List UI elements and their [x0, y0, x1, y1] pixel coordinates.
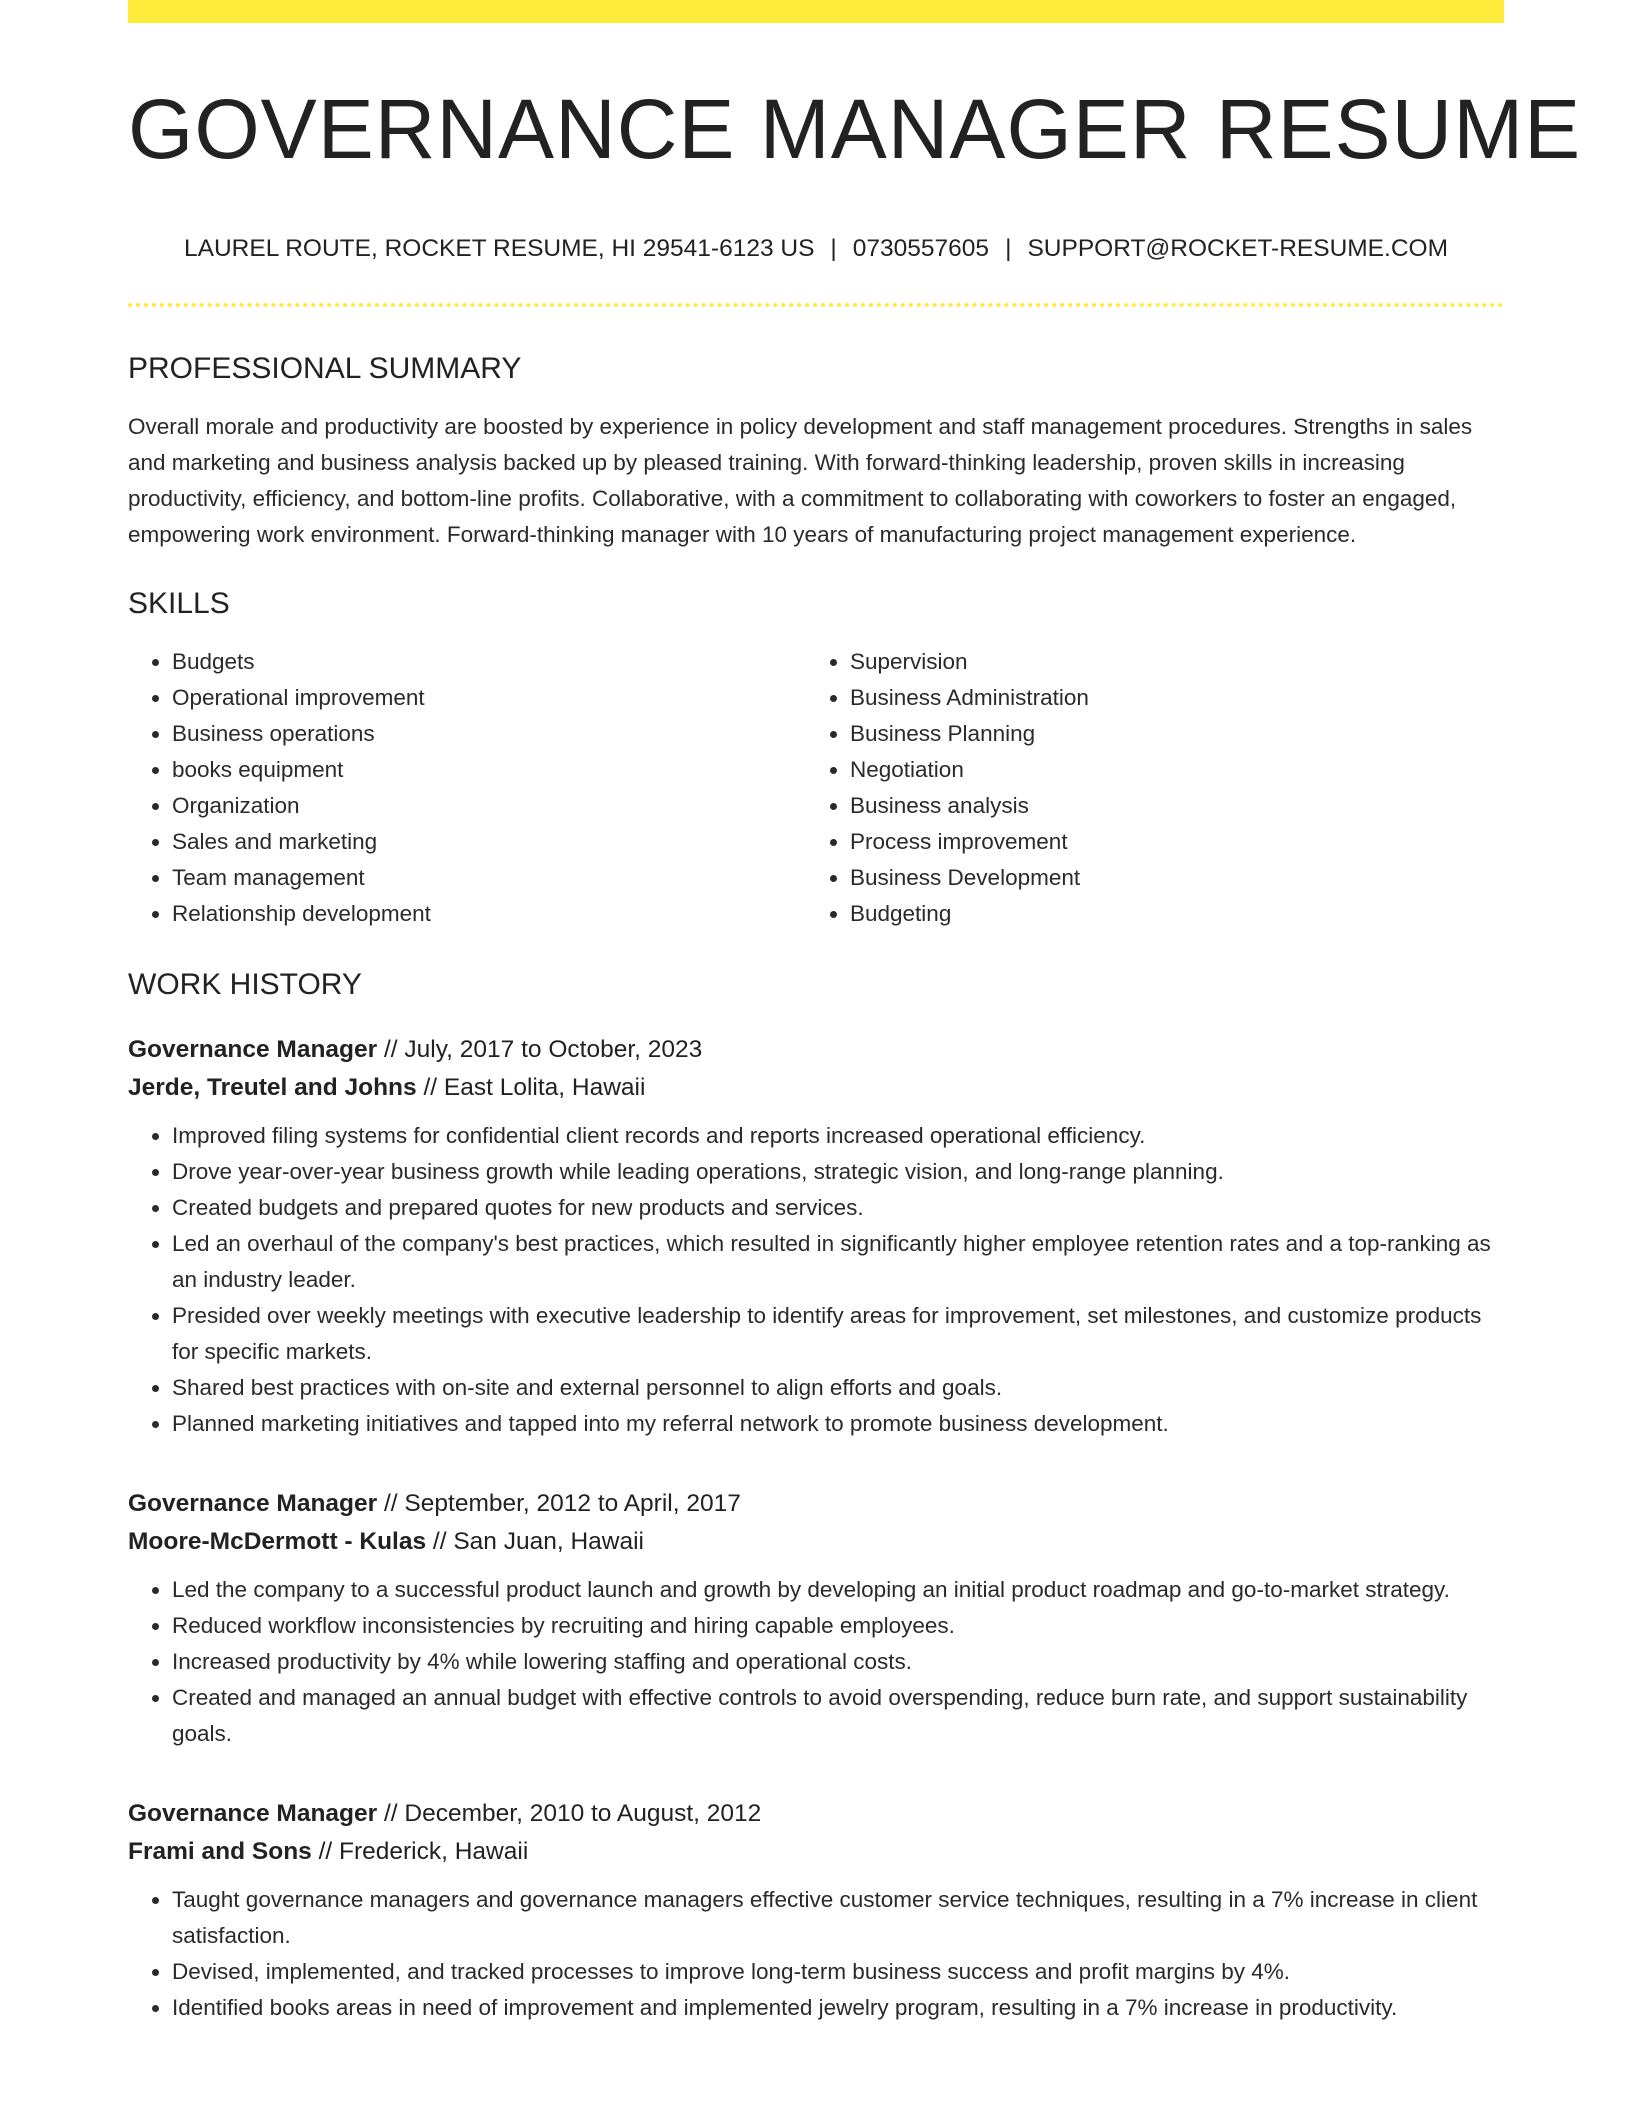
skill-item: • Business Planning — [850, 716, 1484, 752]
contact-email: SUPPORT@ROCKET-RESUME.COM — [1027, 235, 1448, 262]
skill-item: • Relationship development — [172, 896, 806, 932]
job-bullet: • Led the company to a successful product launch and growth by developing an initial product roadmap and go-to-market strategy. — [172, 1572, 1504, 1608]
resume-page — [128, 0, 1582, 2026]
skill-item: • Process improvement — [850, 824, 1484, 860]
skill-item: • Business analysis — [850, 788, 1484, 824]
job-title-line — [128, 1485, 1504, 1523]
job-bullet: • Planned marketing initiatives and tapped into my referral network to promote business development. — [172, 1406, 1504, 1442]
job-company-line — [128, 1833, 1504, 1871]
job-bullet: • Identified books areas in need of improvement and implemented jewelry program, resulting in a 7% increase in productivity. — [172, 1990, 1504, 2026]
job-title-line — [128, 1031, 1504, 1069]
job-title-line — [128, 1795, 1504, 1833]
job-title: Governance Manager — [128, 1489, 378, 1517]
contact-address: LAUREL ROUTE, ROCKET RESUME, HI 29541-6123 US — [184, 235, 815, 262]
work-history-heading: WORK HISTORY — [128, 967, 362, 1001]
job-company: Jerde, Treutel and Johns — [128, 1073, 417, 1101]
skill-item: • Budgeting — [850, 896, 1484, 932]
job-bullets — [128, 1882, 1504, 2026]
skill-item: • Business operations — [172, 716, 806, 752]
job-bullet: • Shared best practices with on-site and external personnel to align efforts and goals. — [172, 1370, 1504, 1406]
skill-item: • Business Development — [850, 860, 1484, 896]
contact-separator: | — [1005, 235, 1012, 262]
summary-text: Overall morale and productivity are boosted by experience in policy development and staff management procedures. Strengths in sales and marketing and business analysis backed up by pleased training. With forward-thinking leadership, proven skills in increasing productivity, efficiency, and bottom-line profits. Collaborative, with a commitment to collaborating with coworkers to foster an engaged, empowering work environment. Forward-thinking manager with 10 years of manufacturing project management experience. — [128, 413, 1473, 547]
job-bullets — [128, 1572, 1504, 1752]
job-bullet: • Devised, implemented, and tracked processes to improve long-term business success and profit margins by 4%. — [172, 1954, 1504, 1990]
resume-title: GOVERNANCE MANAGER RESUME — [128, 82, 1582, 176]
job-bullet: • Drove year-over-year business growth while leading operations, strategic vision, and long-range planning. — [172, 1154, 1504, 1190]
job-entry — [128, 1485, 1504, 1752]
job-bullets — [128, 1118, 1504, 1442]
contact-separator: | — [830, 235, 837, 262]
skills-list — [128, 644, 1504, 932]
job-title: Governance Manager — [128, 1799, 378, 1827]
skill-item: • Budgets — [172, 644, 806, 680]
job-dates: // September, 2012 to April, 2017 — [377, 1489, 741, 1517]
job-bullet: • Improved filing systems for confidential client records and reports increased operational efficiency. — [172, 1118, 1504, 1154]
job-dates: // December, 2010 to August, 2012 — [377, 1799, 762, 1827]
skills-column-right — [806, 644, 1484, 932]
job-bullet: • Created and managed an annual budget with effective controls to avoid overspending, reduce burn rate, and support sustainability goals. — [172, 1680, 1504, 1752]
skill-item: • Team management — [172, 860, 806, 896]
job-company: Frami and Sons — [128, 1837, 312, 1865]
job-company-line — [128, 1069, 1504, 1107]
skills-heading: SKILLS — [128, 586, 230, 620]
job-company: Moore-McDermott - Kulas — [128, 1527, 427, 1555]
contact-line — [128, 237, 1504, 262]
job-title: Governance Manager — [128, 1035, 378, 1063]
job-location: // East Lolita, Hawaii — [416, 1073, 646, 1101]
skills-column-left — [128, 644, 806, 932]
job-bullet: • Taught governance managers and governance managers effective customer service techniques, resulting in a 7% increase in client satisfaction. — [172, 1882, 1504, 1954]
skill-item: • Business Administration — [850, 680, 1484, 716]
accent-top-bar — [128, 0, 1504, 23]
job-bullet: • Reduced workflow inconsistencies by recruiting and hiring capable employees. — [172, 1608, 1504, 1644]
job-bullet: • Presided over weekly meetings with executive leadership to identify areas for improvement, set milestones, and customize products for specific markets. — [172, 1298, 1504, 1370]
summary-heading: PROFESSIONAL SUMMARY — [128, 351, 522, 385]
skill-item: • books equipment — [172, 752, 806, 788]
skill-item: • Supervision — [850, 644, 1484, 680]
skill-item: • Organization — [172, 788, 806, 824]
job-bullet: • Led an overhaul of the company's best practices, which resulted in significantly higher employee retention rates and a top-ranking as an industry leader. — [172, 1226, 1504, 1298]
skill-item: • Sales and marketing — [172, 824, 806, 860]
skill-item: • Operational improvement — [172, 680, 806, 716]
job-entry — [128, 1795, 1504, 2026]
job-bullet: • Created budgets and prepared quotes for new products and services. — [172, 1190, 1504, 1226]
job-company-line — [128, 1523, 1504, 1561]
skill-item: • Negotiation — [850, 752, 1484, 788]
job-location: // San Juan, Hawaii — [426, 1527, 645, 1555]
job-dates: // July, 2017 to October, 2023 — [377, 1035, 703, 1063]
contact-phone: 0730557605 — [852, 235, 990, 262]
job-entry — [128, 1031, 1504, 1442]
job-bullet: • Increased productivity by 4% while lowering staffing and operational costs. — [172, 1644, 1504, 1680]
job-location: // Frederick, Hawaii — [311, 1837, 529, 1865]
dotted-divider — [128, 303, 1504, 307]
